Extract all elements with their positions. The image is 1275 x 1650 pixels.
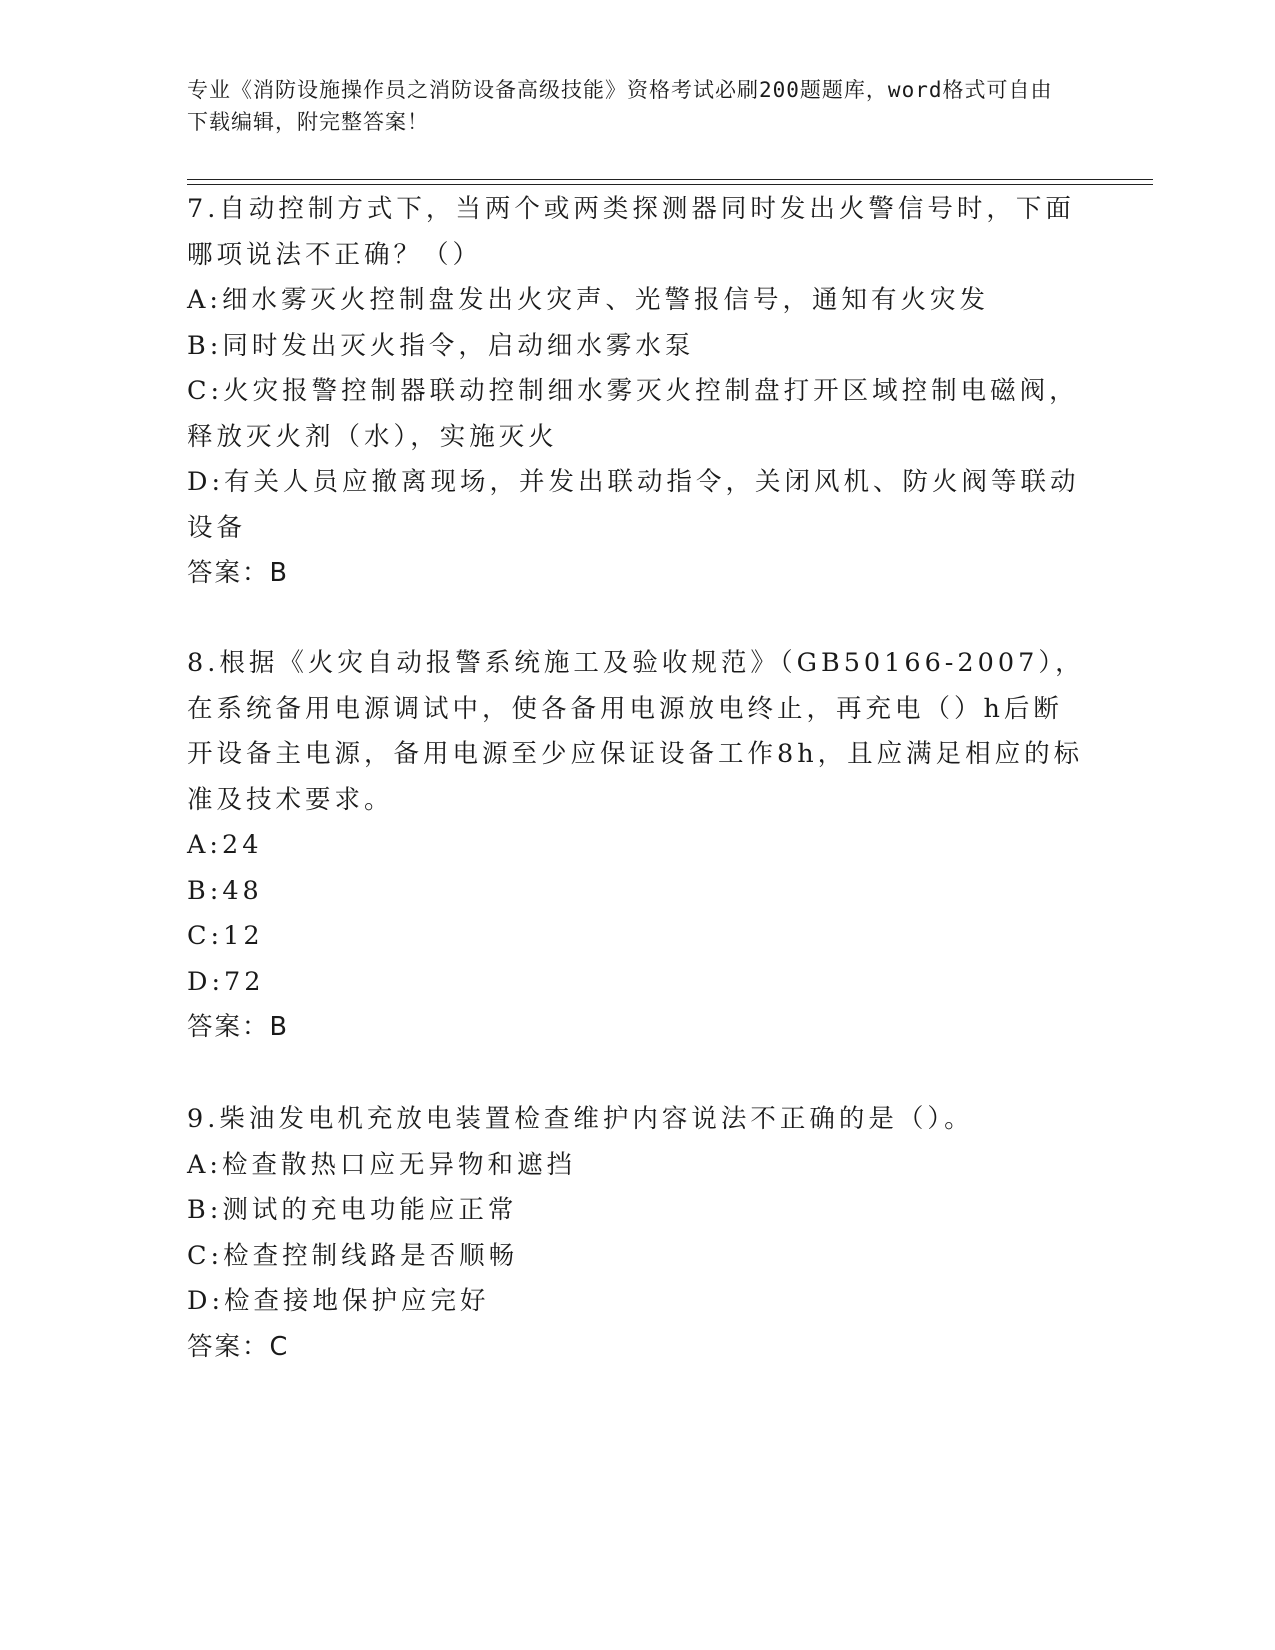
option-b: B:同时发出灭火指令，启动细水雾水泵 (187, 330, 695, 361)
document-header: 专业《消防设施操作员之消防设备高级技能》资格考试必刷200题题库，word格式可自由下载编辑，附完整答案！ (187, 78, 1053, 134)
question-stem: 8.根据《火灾自动报警系统施工及验收规范》（GB50166-2007），在系统备用电源调试中，使各备用电源放电终止，再充电（）h后断开设备主电源，备用电源至少应保证设备工作8h，且应满足相应的标准及技术要求。 (187, 648, 1085, 815)
option-b: B:48 (187, 875, 263, 906)
question-stem: 9.柴油发电机充放电装置检查维护内容说法不正确的是（）。 (187, 1104, 974, 1134)
question-8 (187, 641, 1087, 1051)
option-c: C:12 (187, 921, 264, 951)
option-d: D:检查接地保护应完好 (187, 1286, 490, 1316)
header-divider-top (187, 179, 1153, 180)
header-divider-bottom (187, 184, 1153, 185)
answer-label: 答案：C (187, 1331, 290, 1362)
question-9 (187, 1097, 1087, 1370)
answer-label: 答案：B (187, 1012, 289, 1042)
question-stem: 7.自动控制方式下，当两个或两类探测器同时发出火警信号时，下面哪项说法不正确？（） (187, 194, 1075, 270)
question-7 (187, 187, 1087, 597)
option-a: A:24 (187, 830, 263, 860)
option-a: A:细水雾灭火控制盘发出火灾声、光警报信号，通知有火灾发 (187, 285, 990, 315)
option-c: C:检查控制线路是否顺畅 (187, 1240, 519, 1271)
option-d: D:72 (187, 966, 265, 997)
option-b: B:测试的充电功能应正常 (187, 1195, 518, 1225)
option-d: D:有关人员应撤离现场，并发出联动指令，关闭风机、防火阀等联动设备 (187, 467, 1080, 543)
option-a: A:检查散热口应无异物和遮挡 (187, 1149, 577, 1180)
answer-label: 答案：B (187, 558, 289, 588)
option-c: C:火灾报警控制器联动控制细水雾灭火控制盘打开区域控制电磁阀，释放灭火剂（水），实施灭火 (187, 376, 1079, 452)
